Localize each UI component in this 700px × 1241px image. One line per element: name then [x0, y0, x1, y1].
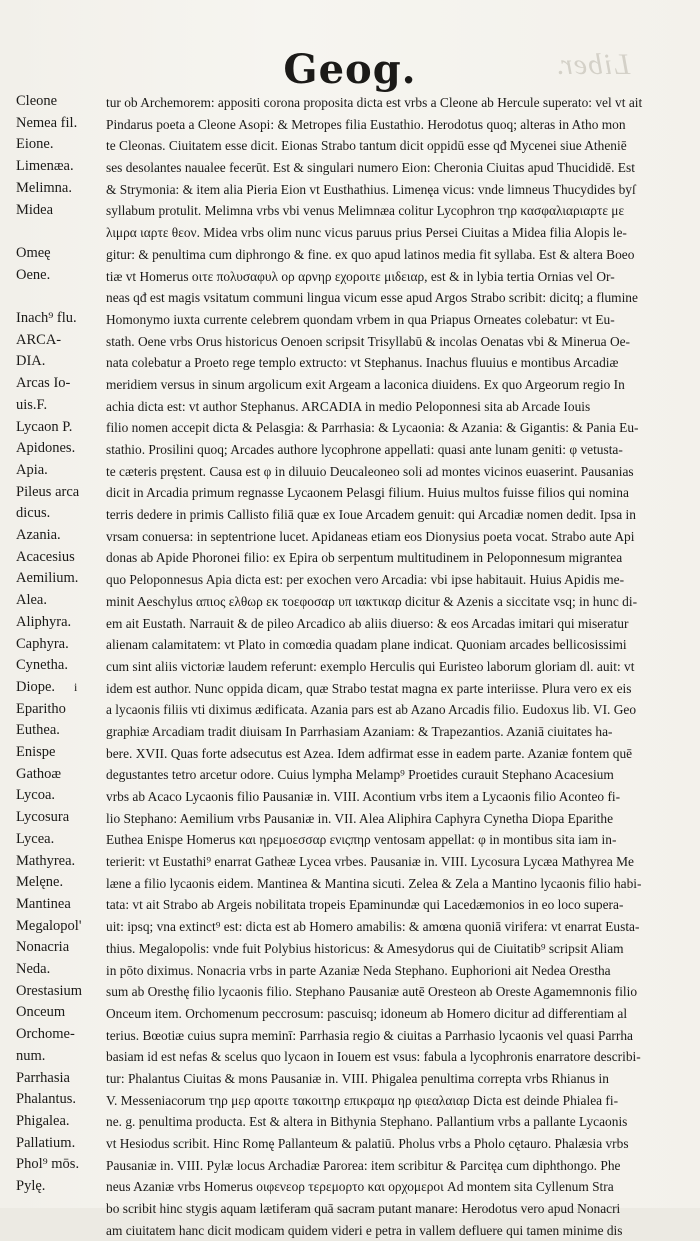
text-line: terris dedere in primis Callisto filiā quæ ex Ioue Arcadem genuit: qui Arcadiæ nomen dedit. Ipsa in: [106, 507, 636, 523]
text-line: filio nomen accepit dicta & Pelasgia: & Parrhasia: & Lycaonia: & Azania: & Gigantis: & Pania Eu-: [106, 420, 639, 436]
margin-note: Acacesius: [16, 548, 75, 565]
margin-note: Azania.: [16, 527, 61, 543]
margin-note: Parrhasia: [16, 1069, 70, 1086]
text-line: nata colebatur a Proeto rege templo extructo: vt Stephanus. Inachus fluuius e montibus Arcadiæ: [106, 355, 619, 371]
text-line: thius. Megalopolis: vnde fuit Polybius historicus: & Amesydorus qui de Ciuitatib⁹ scripsit Aliam: [106, 940, 624, 956]
text-line: Homonymo iuxta currente celebrem quondam vrbem in qua Priapus Orneates colebatur: vt Eu-: [106, 311, 615, 327]
text-line: in pōto diximus. Nonacria vrbs in parte Azaniæ Neda Stephano. Euphorioni ait Nedea Orestha: [106, 962, 611, 978]
text-line: λιμρα ιαρτε θεον. Midea vrbs olim nunc vicus paruus prius Persei Ciuitas a Midea filia Alopis le-: [106, 225, 627, 241]
text-line: neas qđ est magis vsitatum communi lingua vicum esse apud Argos Strabo scribit: dicitq; a flumine: [106, 290, 638, 306]
margin-note: Omeę: [16, 244, 51, 261]
text-line: terius. Bœotiæ cuius supra meminī: Parrhasia regio & ciuitas a Parrhasio lycaonis vel quasi Parrha: [106, 1027, 633, 1043]
margin-note: Nemea fil.: [16, 114, 78, 131]
margin-note: Lycea.: [16, 830, 55, 847]
text-line: vrsam conuersa: in septentrione lucet. Apidaneas etiam eos Dionysius poeta vocat. Strabo aute Api: [106, 528, 635, 544]
body-text: [106, 92, 686, 1241]
margin-note: Phigalea.: [16, 1112, 70, 1129]
text-line: am ciuitatem hanc dicit modicam quidem videri e petra in vallem defluere qui tamen minime dis: [106, 1222, 623, 1238]
text-line: alienam calamitatem: vt Plato in comœdia quadam plane indicat. Quoniam arcades bellicosissimi: [106, 637, 627, 653]
margin-note: Arcas Io-: [16, 375, 71, 392]
margin-note: Lycosura: [16, 809, 70, 826]
text-line: minit Aeschylus απιος ελθωρ εκ τοεφοσαρ υπ ιακτικαρ dicitur & Azenis a siccitate vsq; in hunc di-: [106, 593, 638, 609]
margin-note: Eione.: [16, 136, 54, 153]
text-line: idem est author. Nunc oppida dicam, quæ Strabo testat magna ex parte interiisse. Plura vero ex eis: [106, 680, 632, 696]
text-line: ne. g. penultima producta. Est & altera in Bithynia Stephano. Pallantium vrbs a pallante Lycaonis: [106, 1114, 628, 1130]
margin-note: dicus.: [16, 505, 51, 522]
text-line: ses desolantes naualee fecerūt. Est & singulari numero Eion: Cheronia Ciuitas apud Thucididē. Est: [106, 160, 635, 176]
text-line: gitur: & penultima cum diphrongo & fine. ex quo apud latinos media fit syllaba. Est & altera Boeo: [106, 246, 635, 262]
margin-note: uis.F.: [16, 396, 48, 413]
margin-note: Pylę.: [16, 1178, 46, 1194]
text-line: terierit: vt Eustathi⁹ enarrat Gatheæ Lycea vrbes. Pausaniæ in. VIII. Lycosura Lycæa Mathyrea Me: [106, 854, 634, 870]
margin-note: Megalopol': [16, 917, 82, 934]
margin-note: Euthea.: [16, 722, 60, 739]
margin-note: Alea.: [16, 592, 47, 609]
bleed-through-text: Liber.: [554, 48, 630, 81]
margin-note: Orchome-: [16, 1026, 75, 1043]
text-line: sum ab Oresthę filio lycaonis filio. Stephano Pausaniæ autē Oresteon ab Oreste Agamemnonis filio: [106, 984, 638, 1000]
text-line: vrbs ab Acaco Lycaonis filio Pausaniæ in. VIII. Acontium vrbs item a Lycaonis filio Aconteo fi-: [106, 789, 621, 804]
margin-note: Phalantus.: [16, 1091, 77, 1108]
text-line: em ait Eustath. Narrauit & de pileo Arcadico ab aliis diuerso: & eos Arcadas imitari qui miseratur: [106, 615, 629, 631]
margin-note: Limenæa.: [16, 158, 74, 175]
text-line: donas ab Apide Phoronei filio: ex Epira ob serpentum multitudinem in Peloponnesum migrantea: [106, 550, 623, 566]
text-line: tata: vt ait Strabo ab Argeis nobilitata tropeis Epaminundæ qui Lacedæmonios in eo loco supera-: [106, 897, 624, 913]
margin-note: Cleone: [16, 93, 58, 109]
text-line: bere. XVII. Quas forte adsecutus est Azea. Idem adfirmat esse in eadem parte. Azaniæ fontem quē: [106, 745, 633, 761]
margin-note: Diope.: [16, 678, 56, 695]
margin-note: num.: [16, 1047, 46, 1064]
text-line: a lycaonis filiis vti diximus ædificata. Azania pars est ab Azano Arcadis filio. Eudoxus lib. VI. Geo: [106, 702, 637, 718]
text-line: lio Stephano: Aemilium vrbs Pausaniæ in. VII. Alea Aliphira Caphyra Cynetha Diopa Eparithe: [106, 810, 614, 826]
text-line: stathio. Prosilini quoq; Arcades authore lycophrone appellati: quasi ante lunam geniti: φ vetusta-: [106, 442, 623, 457]
text-line: meridiem versus in sinum argolicum exit Argeam a laconica diuidens. Ex quo Argeorum regio In: [106, 376, 625, 392]
text-line: læne a filio lycaonis eidem. Mantinea & Mantina sicuti. Zelea & Zela a Mantino lycaonis filio habi-: [106, 875, 642, 891]
margin-note: Aliphyra.: [16, 613, 72, 630]
margin-note: Mantinea: [16, 895, 71, 912]
margin-note: ARCA-: [16, 331, 62, 348]
margin-note: Lycoa.: [16, 787, 56, 804]
margin-note: Apia.: [16, 461, 48, 478]
margin-note: Gathoæ: [16, 765, 62, 782]
margin-note: Pileus arca: [16, 483, 80, 500]
signature-mark: i: [74, 680, 78, 694]
text-line: neus Azaniæ vrbs Homerus οιφενεορ τερεμορτο και ορχομεροι Ad montem sita Cyllenum Stra: [106, 1179, 614, 1195]
margin-note: Aemilium.: [16, 570, 79, 587]
margin-note: Inach⁹ flu.: [16, 310, 77, 326]
text-line: tiæ vt Homerus οιτε πολυσαφυλ ορ αρνηρ εχοροιτε μιδειαρ, est & in lybia tertia Ornias vel Or-: [106, 268, 615, 284]
text-line: Pausaniæ in. VIII. Pylæ locus Archadiæ Parorea: item scribitur & Parcitęa cum diphthongo. Phe: [106, 1157, 621, 1173]
margin-note: Oene.: [16, 266, 51, 283]
margin-note: Phol⁹ mōs.: [16, 1156, 80, 1173]
margin-note: DIA.: [16, 353, 46, 370]
margin-note: Pallatium.: [16, 1134, 76, 1151]
margin-note: Enispe: [16, 744, 56, 760]
text-line: V. Messeniacorum τηρ μερ αροιτε τακοιτηρ επικραμα ηρ φιεαλαιαρ Dicta est deinde Phialea fi-: [106, 1092, 619, 1108]
margin-note: Cynetha.: [16, 657, 68, 674]
text-line: uit: ipsq; vna extinct⁹ est: dicta est ab Homero amabilis: & amœna quoniā virifera: vt enarrat Eusta-: [106, 919, 640, 935]
margin-note: Melęne.: [16, 874, 64, 891]
running-header: Geog.: [283, 46, 417, 93]
text-line: achia dicta est: vt author Stephanus. ARCADIA in medio Peloponnesi sita ab Arcade Iouis: [106, 398, 591, 414]
margin-note: Lycaon P.: [16, 418, 73, 435]
text-line: syllabum protulit. Melimna vrbs vbi venus Melimnæa colitur Lycophron τηρ κασφαλιαριαρτε με: [106, 203, 625, 219]
text-line: cum sint aliis victoriæ laudem referunt: exemplo Herculis qui Euristeo laborum gloriam dl. auit: vt: [106, 658, 635, 674]
text-line: Euthea Enispe Homerus και ηρεμοεσσαρ ενιςπηρ ventosam appellat: φ in montibus sita iam in-: [106, 832, 617, 848]
text-line: tur: Phalantus Ciuitas & mons Pausaniæ in. VIII. Phigalea penultima correpta vrbs Rhianus in: [106, 1070, 609, 1086]
margin-note: Apidones.: [16, 440, 76, 457]
text-line: Onceum item. Orchomenum peccrosum: pascuisq; idoneum ab Homero dicitur ad differentiam al: [106, 1005, 628, 1021]
text-line: basiam id est nefas & scelus quo lycaon in Iouem est vsus: fabula a lycophronis enarratore describi-: [106, 1049, 641, 1065]
text-line: Pindarus poeta a Cleone Asopi: & Metropes filia Eustathio. Herodotus quoq; alteras in Atho mon: [106, 116, 626, 132]
text-line: dicit in Arcadia primum regnasse Lycaonem Pelasgi filium. Huius multos fuisse filios qui nomina: [106, 485, 629, 501]
margin-note: Midea: [16, 201, 54, 218]
text-line: bo scribit hinc stygis aquam lætiferam quā sacram putant manare: Herodotus vero apud Nonacri: [106, 1201, 621, 1217]
margin-note: Eparitho: [16, 700, 66, 717]
text-line: degustantes tetro arcetur odore. Cuius lympha Melamp⁹ Proetides curauit Stephano Acacesium: [106, 767, 614, 783]
margin-note: Neda.: [16, 961, 51, 977]
text-line: te Cleonas. Ciuitatem esse dicit. Eionas Strabo tantum dicit oppidū esse qđ Mycenei siue Atheniē: [106, 138, 627, 154]
margin-note: Nonacria: [16, 939, 70, 956]
text-line: te cæteris pręstent. Causa est φ in diluuio Deucaleoneo soli ad montes vicinos euaserint. Pausanias: [106, 463, 634, 479]
text-line: & Strymonia: & item alia Pieria Eion vt Eusthathius. Limenęa vicus: vnde limneus Thucydides byſ: [106, 181, 636, 197]
text-line: quo Peloponnesus Apia dicta est: per exochen vero Arcadia: vbi ipse habitauit. Huius Apidis me-: [106, 572, 625, 588]
margin-note: Mathyrea.: [16, 852, 76, 869]
margin-note: Melimna.: [16, 179, 72, 196]
text-line: tur ob Archemorem: appositi corona proposita dicta est vrbs a Cleone ab Hercule superato: vel vt ait: [106, 95, 643, 110]
text-line: vt Hesiodus scribit. Hinc Romę Pallanteum & palatiū. Pholus vrbs a Pholo cętauro. Phalæsia vrbs: [106, 1136, 629, 1151]
margin-note: Caphyra.: [16, 635, 69, 652]
margin-note: Orestasium: [16, 982, 83, 999]
text-line: graphiæ Arcadiam tradit diuisam In Parrhasiam Azaniam: & Trapezantios. Azaniā ciuitates ha-: [106, 723, 613, 739]
text-line: stath. Oene vrbs Orus historicus Oenoen scripsit Trisyllabū & incolas Oenatas vbi & Minerua Oe-: [106, 333, 631, 349]
margin-note: Onceum: [16, 1004, 66, 1021]
